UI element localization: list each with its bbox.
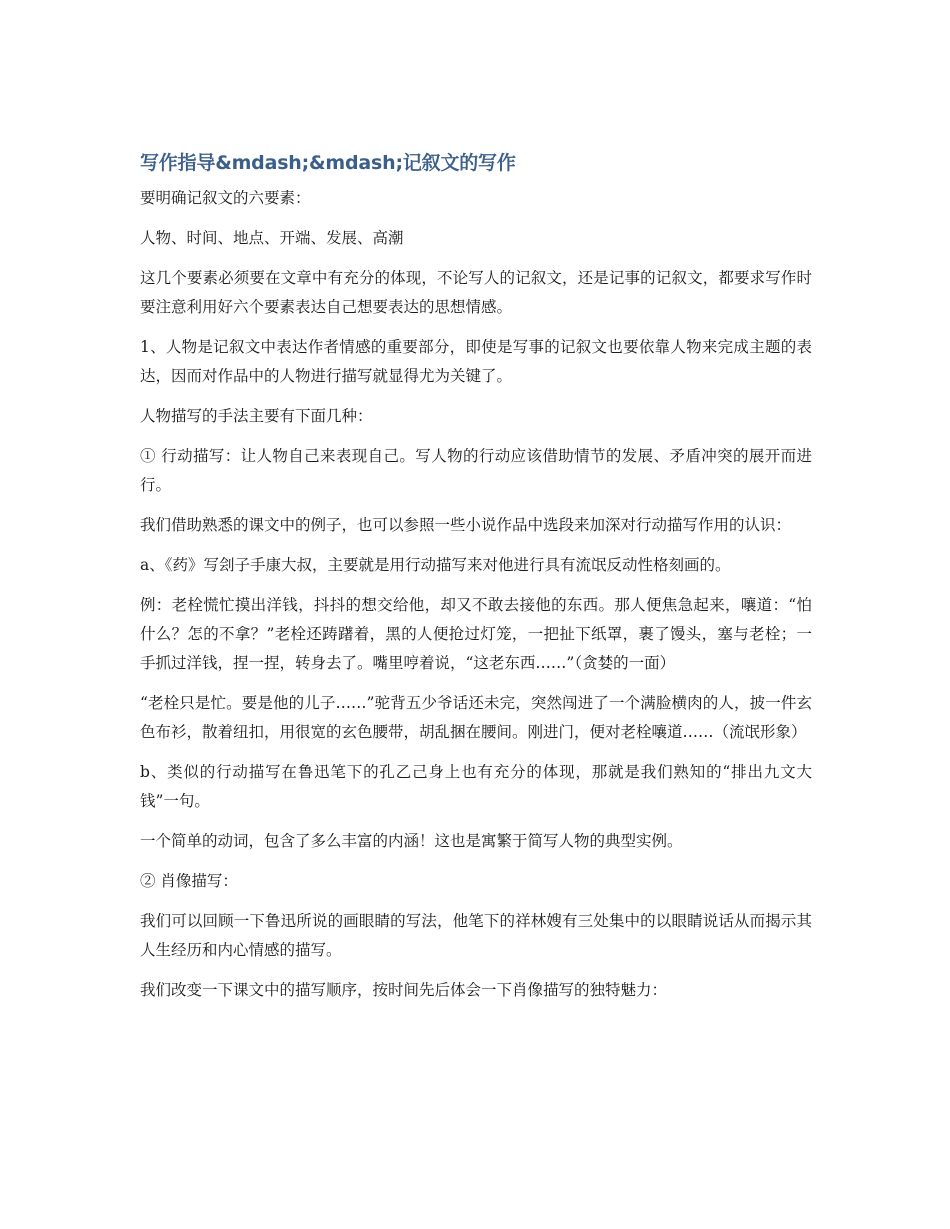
paragraph-elements-intro: 要明确记叙文的六要素： bbox=[140, 189, 311, 207]
paragraph-example-b: b、类似的行动描写在鲁迅笔下的孔乙己身上也有充分的体现，那就是我们熟知的“排出九文大钱”一句。 bbox=[140, 763, 812, 810]
paragraph-portrait-heading: ② 肖像描写： bbox=[140, 872, 238, 890]
paragraph-elements-list: 人物、时间、地点、开端、发展、高潮 bbox=[140, 229, 404, 247]
paragraph-verb-comment: 一个简单的动词，包含了多么丰富的内涵！这也是寓繁于简写人物的典型实例。 bbox=[140, 832, 683, 850]
paragraph-portrait-eyes: 我们可以回顾一下鲁迅所说的画眼睛的写法，他笔下的祥林嫂有三处集中的以眼睛说话从而揭示其人生经历和内心情感的描写。 bbox=[140, 912, 812, 959]
paragraph-example-quote-1: 例：老栓慌忙摸出洋钱，抖抖的想交给他，却又不敢去接他的东西。那人便焦急起来，嚷道：“怕什么？怎的不拿？”老栓还踌躇着，黑的人便抢过灯笼，一把扯下纸罩，裹了馒头，塞与老栓；一手抓过洋钱，捏一捏，转身去了。嘴里哼着说，“这老东西……”（贪婪的一面） bbox=[140, 596, 812, 672]
paragraph-elements-importance: 这几个要素必须要在文章中有充分的体现，不论写人的记叙文，还是记事的记叙文，都要求写作时要注意利用好六个要素表达自己想要表达的思想情感。 bbox=[140, 269, 812, 316]
document-title: 写作指导&mdash;&mdash;记叙文的写作 bbox=[140, 152, 516, 174]
paragraph-examples-intro: 我们借助熟悉的课文中的例子，也可以参照一些小说作品中选段来加深对行动描写作用的认识： bbox=[140, 516, 792, 534]
paragraph-action-description: ① 行动描写：让人物自己来表现自己。写人物的行动应该借助情节的发展、矛盾冲突的展开而进行。 bbox=[140, 447, 812, 494]
paragraph-methods-intro: 人物描写的手法主要有下面几种： bbox=[140, 407, 373, 425]
document-page bbox=[140, 148, 812, 1016]
paragraph-example-quote-2: “老栓只是忙。要是他的儿子……”驼背五少爷话还未完，突然闯进了一个满脸横肉的人，披一件玄色布衫，散着纽扣，用很宽的玄色腰带，胡乱捆在腰间。刚进门，便对老栓嚷道……（流氓形象） bbox=[140, 694, 812, 741]
paragraph-example-a: a、《药》写刽子手康大叔，主要就是用行动描写来对他进行具有流氓反动性格刻画的。 bbox=[140, 556, 731, 574]
paragraph-portrait-order: 我们改变一下课文中的描写顺序，按时间先后体会一下肖像描写的独特魅力： bbox=[140, 981, 668, 999]
paragraph-character-point: 1、人物是记叙文中表达作者情感的重要部分，即使是写事的记叙文也要依靠人物来完成主题的表达，因而对作品中的人物进行描写就显得尤为关键了。 bbox=[140, 338, 812, 385]
